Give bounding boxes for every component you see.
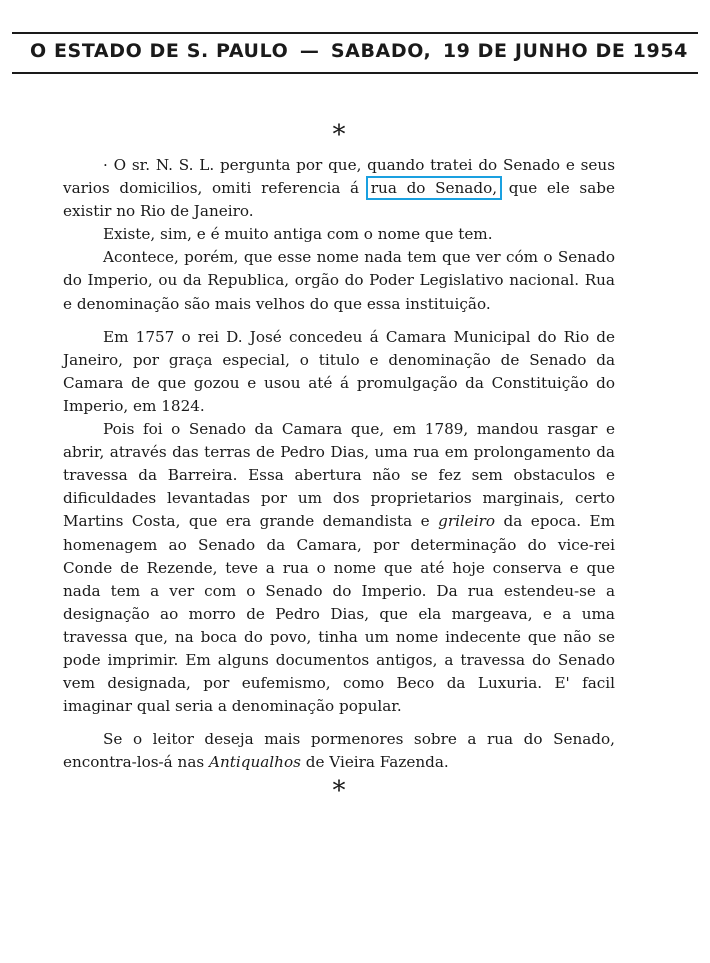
highlighted-phrase: rua do Senado, [370, 179, 498, 198]
ornament-star-top: * [332, 120, 346, 150]
newspaper-masthead [12, 28, 698, 76]
paragraph-6-text-b: de Vieira Fazenda. [300, 753, 449, 772]
paragraph-5-italic: grileiro [438, 512, 496, 531]
masthead-separator: — [299, 40, 320, 62]
paragraph-5-text-b: da epoca. Em homenagem ao Senado da Camara, por determinação do vice-rei Conde de Rezende, teve a rua o nome que até hoje conserva e que nada tem a ver com o Senado do Imperio. Da rua estendeu-se a designação ao morro de Pedro Dias, que ela margeava, e a uma travessa que, na boca do povo, tinha um nome indecente que não se pode imprimir. Em alguns documentos antigos, a travessa do Senado vem designada, por eufemismo, como Beco da Luxuria. E' facil imaginar qual seria a denominação popular. [63, 512, 615, 716]
paragraph-4: Em 1757 o rei D. José concedeu á Camara Municipal do Rio de Janeiro, por graça especial, o titulo e denominação de Senado da Camara de que gozou e usou até á promulgação da Constituição do Imperio, em 1824. [63, 327, 615, 415]
masthead-date: 19 DE JUNHO DE 1954 [442, 40, 688, 62]
paragraph-5 [63, 418, 615, 718]
paragraph-1-text-a: · O sr. N. S. L. pergunta por que, quando tratei do Senado e seus varios domicilios, omiti referencia á [63, 156, 615, 198]
paragraph-6-text-a: Se o leitor deseja mais pormenores sobre a rua do Senado, encontra-los-á nas [63, 730, 615, 772]
paragraph-6-italic: Antiqualhos [209, 753, 301, 772]
newspaper-name: O ESTADO DE S. PAULO [30, 40, 289, 62]
paragraph-1 [63, 154, 615, 223]
masthead-bottom-rule [12, 72, 698, 74]
article-body [63, 120, 615, 807]
paragraph-6 [63, 728, 615, 774]
paragraph-3: Acontece, porém, que esse nome nada tem que ver cóm o Senado do Imperio, ou da Republica, orgão do Poder Legislativo nacional. Rua e denominação são mais velhos do que essa instituição. [63, 248, 615, 313]
paragraph-1-text-b: que ele sabe existir no Rio de Janeiro. [63, 179, 615, 221]
masthead-top-rule [12, 32, 698, 34]
ornament-star-bottom: * [332, 776, 346, 807]
masthead-weekday: SABADO, [330, 40, 432, 62]
masthead-line [30, 40, 688, 62]
paragraph-5-text-a: Pois foi o Senado da Camara que, em 1789, mandou rasgar e abrir, através das terras de Pedro Dias, uma rua em prolongamento da travessa da Barreira. Essa abertura não se fez sem obstaculos e dificuldades levantadas por um dos proprietarios marginais, certo Martins Costa, que era grande demandista e [63, 420, 615, 531]
paragraph-2: Existe, sim, e é muito antiga com o nome que tem. [103, 225, 493, 244]
